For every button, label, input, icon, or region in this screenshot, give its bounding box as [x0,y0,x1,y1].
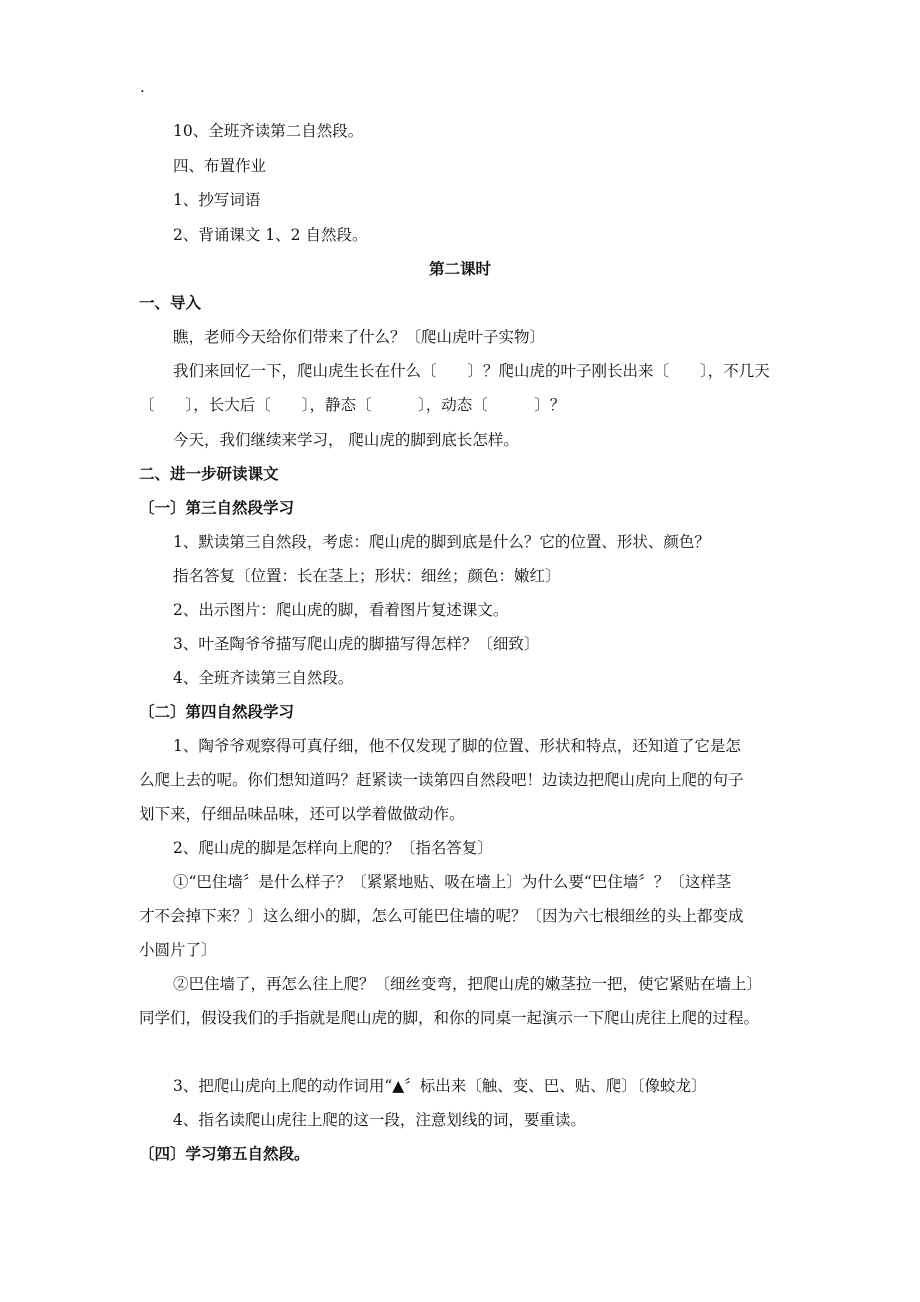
lesson-title: 第二课时 [428,260,491,278]
subsection-heading: 〔一〕第三自然段学习 [139,499,295,517]
text-line: 划下来，仔细品味品味，还可以学着做做动作。 [139,805,465,823]
text-line: 2、出示图片：爬山虎的脚，看着图片复述课文。 [173,601,509,619]
text-line: 指名答复〔位置：长在茎上；形状：细丝；颜色：嫩红〕 [173,567,561,585]
section-heading: 一、导入 [139,294,202,312]
text-line: 10、全班齐读第二自然段。 [173,122,364,140]
page-dot: . [140,78,145,96]
text-line: 么爬上去的呢。你们想知道吗？赶紧读一读第四自然段吧！边读边把爬山虎向上爬的句子 [139,771,744,789]
text-line: 2、爬山虎的脚是怎样向上爬的？〔指名答复〕 [173,839,493,857]
text-line: 今天，我们继续来学习， 爬山虎的脚到底长怎样。 [173,431,519,449]
text-line: 我们来回忆一下，爬山虎生长在什么〔 〕？爬山虎的叶子刚长出来〔 〕，不几天 [173,362,770,380]
text-line: 四、布置作业 [173,157,267,175]
text-line: ②巴住墙了，再怎么往上爬？〔细丝变弯，把爬山虎的嫩茎拉一把，使它紧贴在墙上〕 [173,975,763,993]
text-line: 2、背诵课文 1、2 自然段。 [173,226,368,244]
text-line: 〔 〕，长大后〔 〕，静态〔 〕，动态〔 〕？ [139,396,566,414]
text-line: 1、默读第三自然段，考虑：爬山虎的脚到底是什么？它的位置、形状、颜色？ [173,533,710,551]
subsection-heading: 〔四〕学习第五自然段。 [139,1145,310,1163]
text-line: 3、叶圣陶爷爷描写爬山虎的脚描写得怎样？〔细致〕 [173,635,540,653]
text-line: ①“巴住墙〞是什么样子？〔紧紧地贴、吸在墙上〕为什么要“巴住墙〞？〔这样茎 [173,873,732,891]
subsection-heading: 〔二〕第四自然段学习 [139,703,295,721]
text-line: 小圆片了〕 [139,941,217,959]
text-line: 4、全班齐读第三自然段。 [173,669,354,687]
text-line: 4、指名读爬山虎往上爬的这一段，注意划线的词，要重读。 [173,1111,586,1129]
text-line: 1、陶爷爷观察得可真仔细，他不仅发现了脚的位置、形状和特点，还知道了它是怎 [173,737,741,755]
text-line: 同学们，假设我们的手指就是爬山虎的脚，和你的同桌一起演示一下爬山虎往上爬的过程。 [139,1009,760,1027]
section-heading: 二、进一步研读课文 [139,465,279,483]
text-line: 3、把爬山虎向上爬的动作词用“▲〞标出来〔触、变、巴、贴、爬〕〔像蛟龙〕 [173,1077,707,1095]
text-line: 1、抄写词语 [173,191,261,209]
text-line: 才不会掉下来？〕这么细小的脚，怎么可能巴住墙的呢？〔因为六七根细丝的头上都变成 [139,907,744,925]
text-line: 瞧，老师今天给你们带来了什么？〔爬山虎叶子实物〕 [173,328,546,346]
